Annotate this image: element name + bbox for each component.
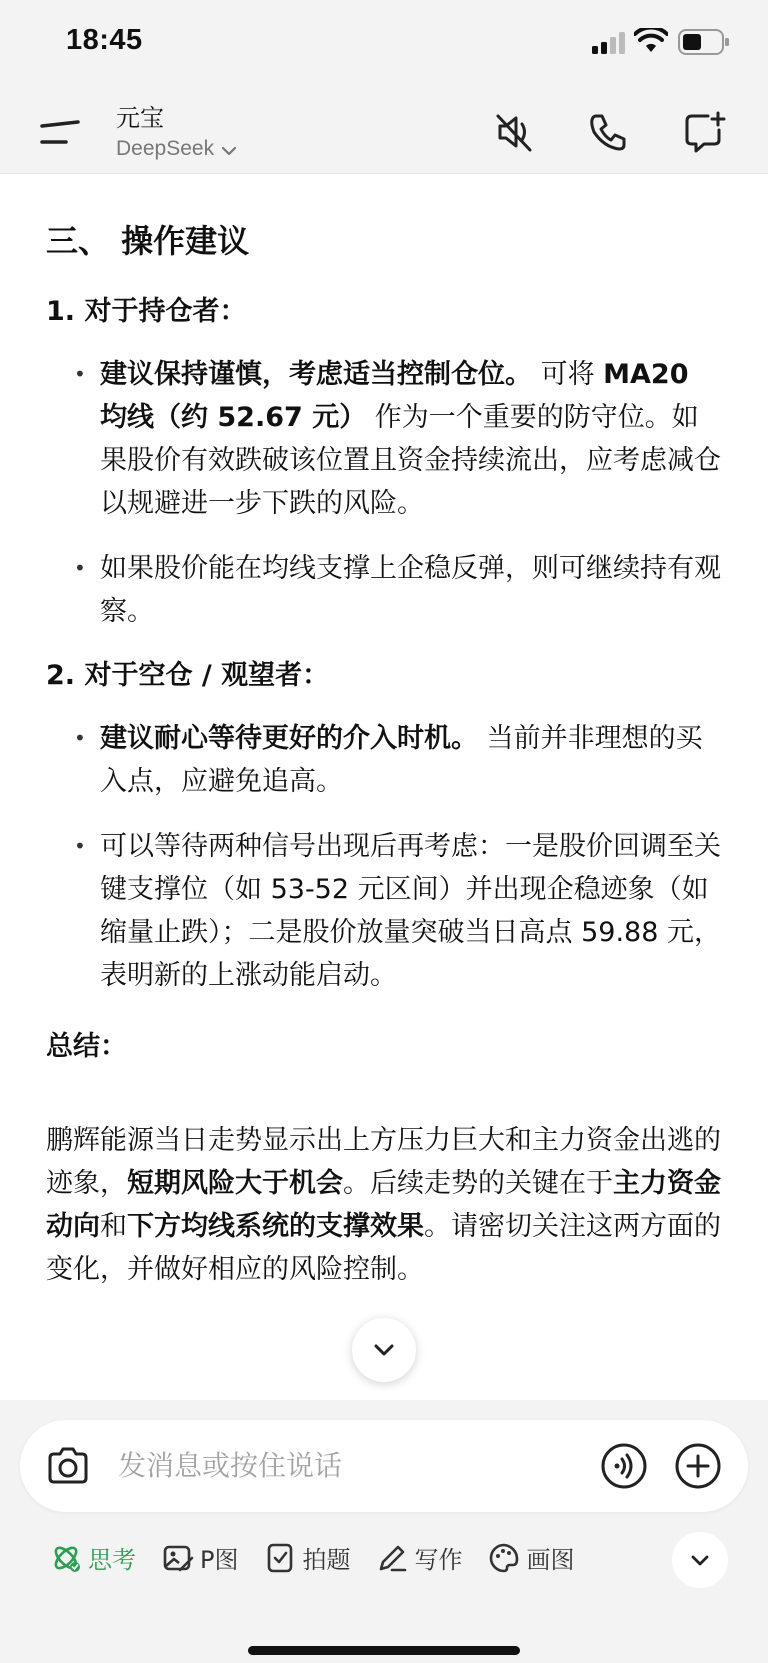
bold-text: MA20 均线（约 52.67 元）: [100, 359, 689, 433]
photo-question-icon: [264, 1542, 296, 1574]
new-chat-icon: [682, 110, 726, 154]
tool-label: 拍题: [302, 1546, 351, 1574]
subheading-holders: 1. 对于持仓者：: [46, 296, 247, 327]
tool-drawing[interactable]: [488, 1540, 574, 1575]
bold-text: 建议耐心等待更好的介入时机。: [100, 723, 478, 754]
voice-input-icon[interactable]: [600, 1442, 648, 1490]
text: 。请密切关注这两方面的变化，并做好相应的风险控制。: [46, 1211, 721, 1285]
tool-bar: [50, 1540, 600, 1575]
list-item: • 如果股价能在均线支撑上企稳反弹，则可继续持有观察。: [100, 547, 722, 633]
battery-icon: [678, 28, 730, 56]
message-input-bar[interactable]: [20, 1420, 748, 1512]
image-edit-icon: [162, 1542, 194, 1574]
muted-speaker-icon: [492, 110, 536, 154]
tool-label: P图: [200, 1546, 239, 1574]
mute-button[interactable]: [486, 104, 542, 160]
tool-label: 写作: [414, 1546, 463, 1574]
text: 和: [100, 1211, 127, 1242]
tool-label: 画图: [526, 1546, 575, 1574]
chevron-down-icon: [370, 1336, 398, 1364]
assistant-message: [0, 175, 768, 1400]
tool-photo-question[interactable]: [264, 1540, 350, 1575]
menu-icon[interactable]: [38, 110, 82, 154]
status-bar: [0, 0, 768, 90]
cellular-signal-icon: [592, 32, 626, 54]
wifi-icon: [634, 28, 668, 54]
section-heading: 三、 操作建议: [46, 222, 250, 260]
chevron-down-icon: [220, 142, 238, 160]
plus-icon[interactable]: [674, 1442, 722, 1490]
chevron-down-icon: [687, 1547, 713, 1573]
text: 作为一个重要的防守位。如果股价有效跌破该位置且资金持续流出，应考虑减仓以规避进一步下跌的风险。: [100, 402, 721, 519]
list-item: [100, 717, 722, 803]
composer-area: [0, 1400, 768, 1663]
text: 。后续走势的关键在于: [343, 1168, 613, 1199]
tool-writing[interactable]: [376, 1540, 462, 1575]
subheading-watchers: 2. 对于空仓 / 观望者：: [46, 660, 330, 691]
text: 鹏辉能源当日走势显示出上方压力巨大和主力资金出逃的迹象，: [46, 1125, 721, 1199]
message-input[interactable]: 发消息或按住说话: [118, 1449, 343, 1482]
expand-tools-button[interactable]: [672, 1532, 728, 1588]
summary-heading: 总结：: [46, 1031, 127, 1062]
call-button[interactable]: [580, 104, 636, 160]
new-chat-button[interactable]: [676, 104, 732, 160]
bold-text: 主力资金动向: [46, 1168, 721, 1242]
scroll-to-bottom-button[interactable]: [352, 1318, 416, 1382]
palette-icon: [488, 1542, 520, 1574]
tool-think[interactable]: [50, 1540, 136, 1575]
model-switcher[interactable]: [116, 102, 238, 162]
app-title: 元宝: [116, 104, 164, 132]
list-item: • 可以等待两种信号出现后再考虑：一是股价回调至关键支撑位（如 53-52 元区间）并出现企稳迹象（如缩量止跌）；二是股价放量突破当日高点 59.88 元，表明新的上涨动能启动。: [100, 825, 722, 997]
text: 可将: [532, 359, 604, 390]
deep-think-icon: [50, 1542, 82, 1574]
home-indicator: [248, 1646, 520, 1655]
text: 当前并非理想的买入点，应避免追高。: [100, 723, 703, 797]
model-name: DeepSeek: [116, 137, 215, 160]
bold-text: 下方均线系统的支撑效果: [127, 1211, 424, 1242]
tool-label: 思考: [88, 1546, 136, 1574]
watcher-advice-list: [46, 717, 722, 997]
bold-text: 建议保持谨慎，考虑适当控制仓位。: [100, 359, 532, 390]
summary-paragraph: [46, 1119, 722, 1291]
bold-text: 短期风险大于机会: [127, 1168, 343, 1199]
camera-icon[interactable]: [44, 1442, 92, 1490]
pen-icon: [376, 1542, 408, 1574]
list-item: [100, 353, 722, 525]
phone-icon: [586, 110, 630, 154]
chat-header: [0, 90, 768, 174]
holder-advice-list: [46, 353, 722, 633]
tool-image-edit[interactable]: [162, 1540, 238, 1575]
status-time: 18:45: [66, 24, 143, 56]
